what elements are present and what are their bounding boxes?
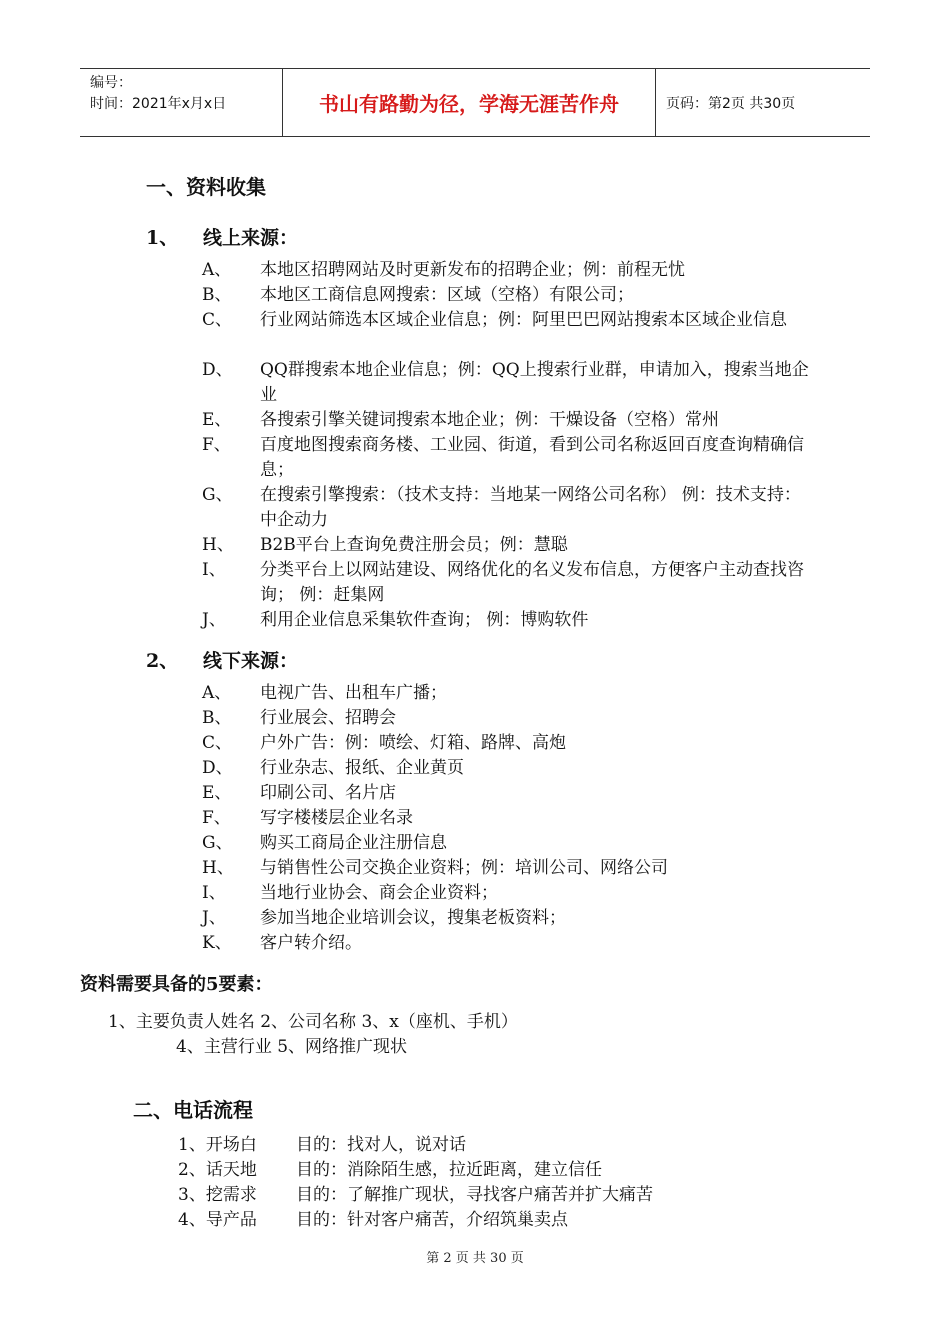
list-item-text: 各搜索引擎关键词搜索本地企业；例：干燥设备（空格）常州 xyxy=(260,410,719,430)
list-item-letter: I、 xyxy=(202,560,226,580)
list-item-text: 印刷公司、名片店 xyxy=(260,783,396,803)
list-item-letter: D、 xyxy=(202,360,233,380)
step-name: 1、开场白 xyxy=(178,1135,257,1155)
list-item xyxy=(202,433,812,483)
list-item-text: 客户转介绍。 xyxy=(260,933,362,953)
list-item xyxy=(202,906,812,931)
list-item xyxy=(202,608,812,633)
list-item-text: 写字楼楼层企业名录 xyxy=(260,808,413,828)
list-item-letter: G、 xyxy=(202,485,233,505)
list-item xyxy=(202,881,812,906)
list-item xyxy=(202,258,812,283)
list-item xyxy=(202,831,812,856)
list-item-text: 在搜索引擎搜索：（技术支持：当地某一网络公司名称） 例：技术支持：中企动力 xyxy=(260,485,801,530)
step-goal: 目的：消除陌生感，拉近距离，建立信任 xyxy=(296,1160,602,1180)
list-item-letter: I、 xyxy=(202,883,226,903)
list-item-letter: K、 xyxy=(202,933,232,953)
page-header xyxy=(80,68,870,137)
header-motto: 书山有路勤为径，学海无涯苦作舟 xyxy=(283,69,656,136)
list-item-text: 行业展会、招聘会 xyxy=(260,708,396,728)
list-item xyxy=(202,408,812,433)
list-item-text: 电视广告、出租车广播； xyxy=(260,683,447,703)
list-item xyxy=(202,308,812,358)
list-item-letter: C、 xyxy=(202,733,233,753)
list-item-text: 参加当地企业培训会议，搜集老板资料； xyxy=(260,908,566,928)
number-label: 编号： xyxy=(90,75,132,91)
list-item-letter: A、 xyxy=(202,260,232,280)
page-footer: 第 2 页 共 30 页 xyxy=(426,1251,524,1266)
sub2-number: 2、 xyxy=(146,650,179,672)
list-item xyxy=(202,706,812,731)
list-item-text: 行业杂志、报纸、企业黄页 xyxy=(260,758,464,778)
list-item-text: 分类平台上以网站建设、网络优化的名义发布信息，方便客户主动查找咨询； 例：赶集网 xyxy=(260,560,804,605)
step-name: 2、话天地 xyxy=(178,1160,257,1180)
list-item-letter: B、 xyxy=(202,708,232,728)
step-name: 3、挖需求 xyxy=(178,1185,257,1205)
list-item xyxy=(202,806,812,831)
step-goal: 目的：找对人，说对话 xyxy=(296,1135,466,1155)
list-item-text: 本地区工商信息网搜索：区域（空格）有限公司； xyxy=(260,285,634,305)
step-name: 4、导产品 xyxy=(178,1210,257,1230)
header-info xyxy=(80,69,283,136)
list-item-letter: J、 xyxy=(202,610,226,630)
list-item xyxy=(202,483,812,533)
list-item-text: 当地行业协会、商会企业资料； xyxy=(260,883,498,903)
list-item-text: 户外广告：例：喷绘、灯箱、路牌、高炮 xyxy=(260,733,566,753)
list-item xyxy=(202,856,812,881)
list-item-text: 与销售性公司交换企业资料；例：培训公司、网络公司 xyxy=(260,858,668,878)
list-item-letter: B、 xyxy=(202,285,232,305)
list-item-letter: F、 xyxy=(202,808,231,828)
list-item-letter: C、 xyxy=(202,310,233,330)
list-item xyxy=(202,283,812,308)
list-item xyxy=(202,533,812,558)
list-item-text: 百度地图搜索商务楼、工业园、街道，看到公司名称返回百度查询精确信息； xyxy=(260,435,804,480)
list-item-text: 本地区招聘网站及时更新发布的招聘企业；例：前程无忧 xyxy=(260,260,685,280)
elements-title: 资料需要具备的5要素： xyxy=(80,974,273,995)
sub1-title: 线上来源： xyxy=(203,227,299,249)
list-item-letter: G、 xyxy=(202,833,233,853)
list-item-letter: H、 xyxy=(202,858,234,878)
list-item-letter: D、 xyxy=(202,758,233,778)
header-page-label: 页码：第2页 共30页 xyxy=(666,95,796,112)
elements-line-2: 4、主营行业 5、网络推广现状 xyxy=(176,1037,408,1057)
list-item xyxy=(202,931,812,956)
list-item-text: 利用企业信息采集软件查询； 例：博购软件 xyxy=(260,610,589,630)
list-item-letter: H、 xyxy=(202,535,234,555)
list-item-letter: F、 xyxy=(202,435,231,455)
list-item-text: QQ群搜索本地企业信息；例：QQ上搜索行业群，申请加入，搜索当地企业 xyxy=(260,360,809,405)
step-goal: 目的：针对客户痛苦，介绍筑巢卖点 xyxy=(296,1210,568,1230)
list-item xyxy=(202,681,812,706)
list-item-letter: A、 xyxy=(202,683,232,703)
list-item-letter: J、 xyxy=(202,908,226,928)
list-item xyxy=(202,731,812,756)
sub2-title: 线下来源： xyxy=(203,650,299,672)
list-item-letter: E、 xyxy=(202,410,232,430)
list-item xyxy=(202,358,812,408)
section2-title: 二、电话流程 xyxy=(133,1098,253,1122)
elements-line-1: 1、主要负责人姓名 2、公司名称 3、x（座机、手机） xyxy=(108,1012,518,1032)
date-label: 时间：2021年x月x日 xyxy=(90,96,227,112)
list-item xyxy=(202,558,812,608)
list-item-text: 购买工商局企业注册信息 xyxy=(260,833,447,853)
sub1-number: 1、 xyxy=(146,227,179,249)
list-item xyxy=(202,781,812,806)
section1-title: 一、资料收集 xyxy=(146,175,266,199)
list-item-text: 行业网站筛选本区域企业信息；例：阿里巴巴网站搜索本区域企业信息 xyxy=(260,310,787,330)
list-item xyxy=(202,756,812,781)
list-item-text: B2B平台上查询免费注册会员；例：慧聪 xyxy=(260,535,568,555)
list-item-letter: E、 xyxy=(202,783,232,803)
step-goal: 目的：了解推广现状，寻找客户痛苦并扩大痛苦 xyxy=(296,1185,653,1205)
